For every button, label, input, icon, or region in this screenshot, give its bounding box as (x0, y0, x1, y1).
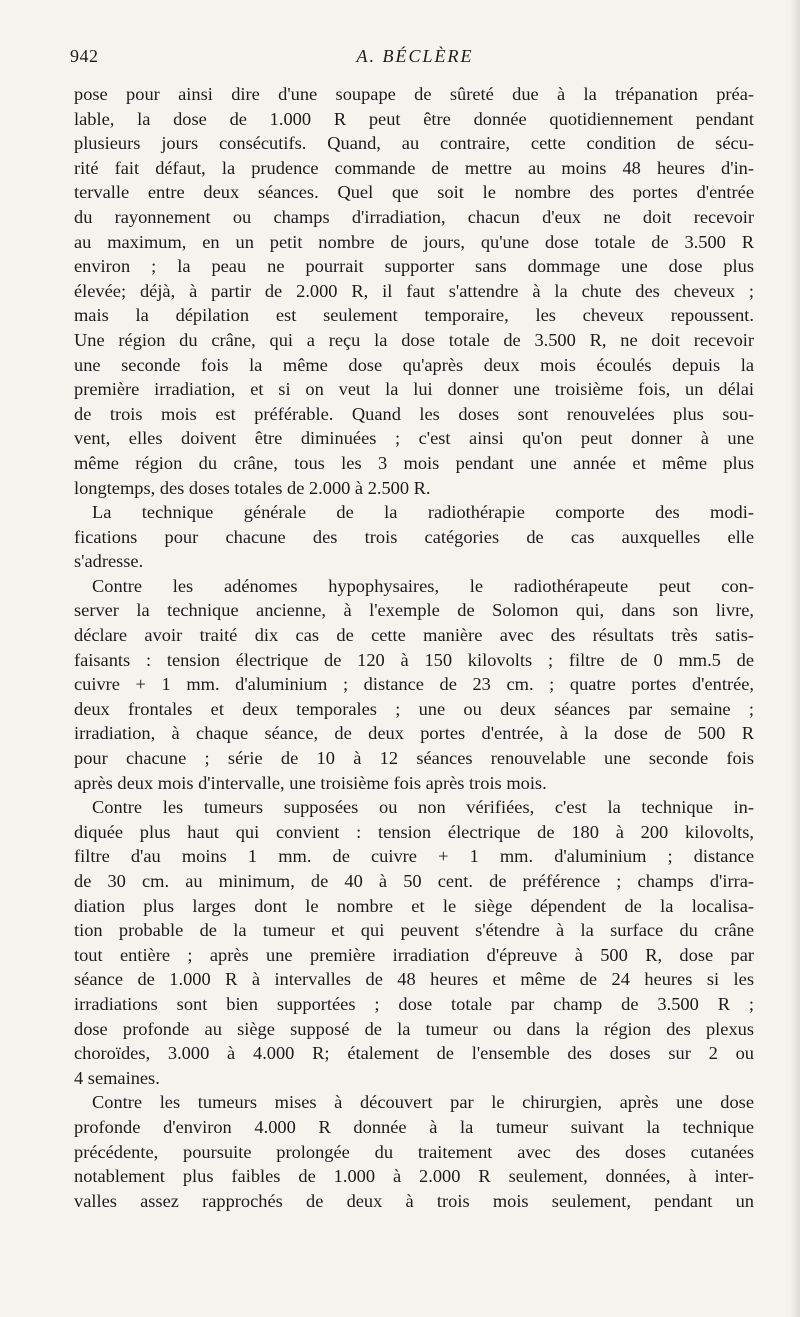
paragraph (74, 1090, 754, 1213)
text-line: La technique générale de la radiothérapie comporte des modi- (92, 502, 754, 523)
text-line: tion probable de la tumeur et qui peuvent s'étendre à la surface du crâne (74, 920, 754, 941)
text-line: pose pour ainsi dire d'une soupape de sûreté due à la trépanation préa- (74, 84, 754, 104)
paragraph (74, 574, 754, 795)
text-line: 4 semaines. (74, 1067, 160, 1088)
text-line: Contre les adénomes hypophysaires, le radiothérapeute peut con- (92, 575, 754, 596)
text-line: longtemps, des doses totales de 2.000 à 2.500 R. (74, 477, 431, 498)
paragraph (74, 795, 754, 1090)
text-line: notablement plus faibles de 1.000 à 2.000 R seulement, données, à inter- (74, 1166, 754, 1187)
text-line: au maximum, en un petit nombre de jours, qu'une dose totale de 3.500 R (74, 231, 754, 252)
page-header (70, 46, 760, 70)
text-line: déclare avoir traité dix cas de cette manière avec des résultats très satis- (74, 625, 754, 646)
text-line: choroïdes, 3.000 à 4.000 R; étalement de l'ensemble des doses sur 2 ou (74, 1043, 754, 1064)
text-line: cuivre + 1 mm. d'aluminium ; distance de 23 cm. ; quatre portes d'entrée, (74, 674, 754, 695)
text-line: pour chacune ; série de 10 à 12 séances renouvelable une seconde fois (74, 748, 754, 769)
text-line: après deux mois d'intervalle, une troisième fois après trois mois. (74, 772, 547, 793)
body-text (74, 82, 754, 1213)
text-line: environ ; la peau ne pourrait supporter sans dommage une dose plus (74, 256, 754, 277)
text-line: séance de 1.000 R à intervalles de 48 heures et même de 24 heures si les (74, 969, 754, 990)
text-line: diation plus larges dont le nombre et le siège dépendent de la localisa- (74, 895, 754, 916)
text-line: lable, la dose de 1.000 R peut être donnée quotidiennement pendant (74, 108, 754, 129)
text-line: une seconde fois la même dose qu'après deux mois écoulés depuis la (74, 354, 754, 375)
text-line: vent, elles doivent être diminuées ; c'est ainsi qu'on peut donner à une (74, 428, 754, 449)
paragraph (74, 82, 754, 500)
text-line: Contre les tumeurs supposées ou non vérifiées, c'est la technique in- (92, 797, 754, 818)
text-line: même région du crâne, tous les 3 mois pendant une année et même plus (74, 452, 754, 473)
page-edge-shadow (790, 0, 800, 1317)
text-line: irradiations sont bien supportées ; dose totale par champ de 3.500 R ; (74, 993, 754, 1014)
text-line: s'adresse. (74, 551, 144, 572)
text-line: filtre d'au moins 1 mm. de cuivre + 1 mm. d'aluminium ; distance (74, 846, 754, 867)
text-line: plusieurs jours consécutifs. Quand, au contraire, cette condition de sécu- (74, 133, 754, 154)
running-head: A. BÉCLÈRE (356, 46, 474, 66)
text-line: dose profonde au siège supposé de la tumeur ou dans la région des plexus (74, 1018, 754, 1039)
text-line: rité fait défaut, la prudence commande de mettre au moins 48 heures d'in- (74, 157, 754, 178)
text-line: élevée; déjà, à partir de 2.000 R, il faut s'attendre à la chute des cheveux ; (74, 280, 754, 301)
text-line: valles assez rapprochés de deux à trois mois seulement, pendant un (74, 1190, 754, 1211)
text-line: diquée plus haut qui convient : tension électrique de 180 à 200 kilovolts, (74, 821, 754, 842)
text-line: mais la dépilation est seulement temporaire, les cheveux repoussent. (74, 305, 754, 326)
text-line: de 30 cm. au minimum, de 40 à 50 cent. de préférence ; champs d'irra- (74, 871, 754, 891)
text-line: profonde d'environ 4.000 R donnée à la tumeur suivant la technique (74, 1116, 754, 1137)
text-line: irradiation, à chaque séance, de deux portes d'entrée, à la dose de 500 R (74, 723, 754, 744)
page-number: 942 (70, 46, 99, 66)
text-line: du rayonnement ou champs d'irradiation, chacun d'eux ne doit recevoir (74, 206, 754, 227)
text-line: server la technique ancienne, à l'exemple de Solomon qui, dans son livre, (74, 600, 754, 621)
text-line: tervalle entre deux séances. Quel que soit le nombre des portes d'entrée (74, 182, 754, 203)
text-line: Contre les tumeurs mises à découvert par le chirurgien, après une dose (92, 1092, 754, 1113)
text-line: première irradiation, et si on veut la lui donner une troisième fois, un délai (74, 379, 754, 400)
text-line: précédente, poursuite prolongée du traitement avec des doses cutanées (74, 1141, 754, 1162)
text-line: fications pour chacune des trois catégories de cas auxquelles elle (74, 526, 754, 547)
text-line: deux frontales et deux temporales ; une ou deux séances par semaine ; (74, 698, 754, 719)
paragraph (74, 500, 754, 574)
text-line: faisants : tension électrique de 120 à 150 kilovolts ; filtre de 0 mm.5 de (74, 649, 754, 670)
text-line: de trois mois est préférable. Quand les doses sont renouvelées plus sou- (74, 403, 754, 424)
text-line: tout entière ; après une première irradiation d'épreuve à 500 R, dose par (74, 944, 754, 965)
text-line: Une région du crâne, qui a reçu la dose totale de 3.500 R, ne doit recevoir (74, 329, 754, 350)
